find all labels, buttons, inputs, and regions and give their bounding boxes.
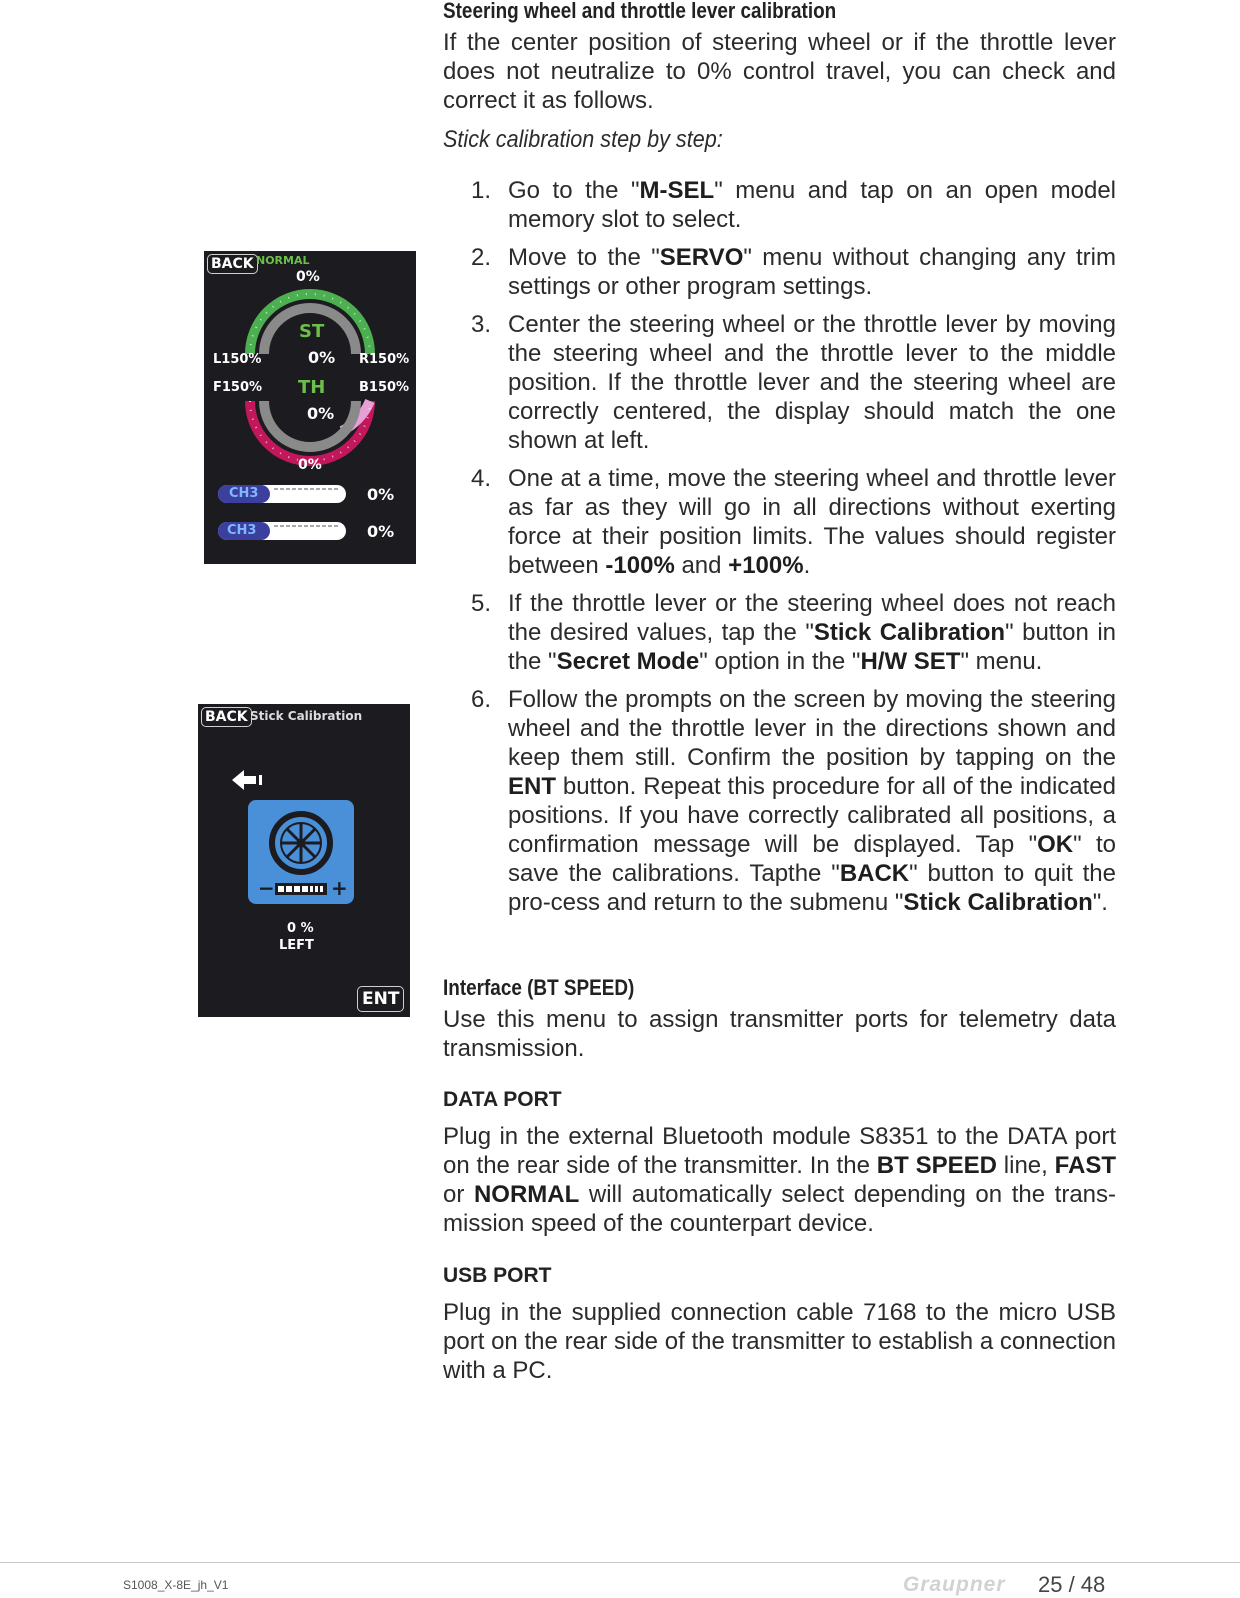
footer-divider [0, 1562, 1240, 1563]
step-item: 1. Go to the "M-SEL" menu and tap on an open model memory slot to select. [471, 177, 1116, 233]
screen-title: Stick Calibration [250, 709, 363, 723]
th-value: 0% [307, 404, 335, 423]
steering-wheel-icon [272, 814, 330, 872]
th-label: TH [298, 377, 326, 398]
section-intro: If the center position of steering wheel or if the throttle lever does not neutralize to 0% control travel, you can check and correct it as follows. [443, 29, 1116, 114]
calibration-direction: LEFT [279, 938, 314, 953]
section-interface [443, 975, 1116, 1385]
step-item: 4. One at a time, move the steering wheel and throttle lever as far as they will go in all directions without exerting force at their position limits. The values should register between -100% and +100%. [471, 465, 1116, 579]
page-number: 25 / 48 [1038, 1572, 1106, 1597]
ch3-label: CH3 [227, 523, 257, 538]
back-button[interactable]: BACK [201, 707, 252, 727]
step-item: 3. Center the steering wheel or the throttle lever by moving the steering wheel and the throttle lever to the middle position. If the throttle lever and the steering wheel are correctly centered, the display should match the one shown at left. [471, 311, 1116, 454]
ch3-label: CH3 [229, 486, 259, 501]
stick-calibration-screenshot [198, 704, 410, 1017]
step-item: 6. Follow the prompts on the screen by moving the steering wheel and the throttle lever in the directions shown and keep them still. Confirm the position by tapping on the ENT button. Repeat this procedure for all of the indicated positions. If you have correctly calibrated all positions, a confirmation message will be displayed. Tap "OK" to save the calibrations. Tapthe "BACK" button to quit the pro-cess and return to the submenu "Stick Calibration". [471, 686, 1116, 916]
st-top-value: 0% [296, 269, 320, 285]
st-label: ST [299, 321, 325, 342]
mode-label: NORMAL [256, 254, 310, 267]
step-item: 2. Move to the "SERVO" menu without changing any trim settings or other program settings. [471, 244, 1116, 300]
forward-limit: F150% [213, 380, 263, 395]
th-bottom-value: 0% [298, 457, 322, 473]
ch3-value: 0% [367, 485, 395, 504]
document-id: S1008_X-8E_jh_V1 [123, 1578, 229, 1592]
steps-list [443, 176, 1116, 917]
section-stick-calibration [443, 0, 1116, 926]
enter-button[interactable]: ENT [357, 986, 404, 1012]
calibration-gauge [275, 883, 327, 895]
plus-icon[interactable]: + [331, 876, 348, 900]
section-intro: Use this menu to assign transmitter ports for telemetry data transmission. [443, 1006, 1116, 1062]
usb-port-text: Plug in the supplied connection cable 7168 to the micro USB port on the rear side of the transmitter to establish a connection with a PC. [443, 1299, 1116, 1384]
back-button[interactable]: BACK [207, 254, 258, 274]
servo-monitor-screenshot [204, 251, 416, 564]
section-title: Steering wheel and throttle lever calibration [443, 0, 837, 23]
brand-logo: Graupner [903, 1573, 1006, 1596]
section-subtitle: Stick calibration step by step: [443, 126, 723, 153]
right-limit: R150% [359, 352, 410, 367]
st-value: 0% [308, 348, 336, 367]
minus-icon[interactable]: − [258, 876, 275, 900]
data-port-heading: DATA PORT [443, 1088, 562, 1111]
brake-limit: B150% [359, 380, 410, 395]
step-item: 5. If the throttle lever or the steering wheel does not reach the desired values, tap the "Stick Calibration" button in the "Secret Mode" option in the "H/W SET" menu. [471, 590, 1116, 675]
calibration-value: 0 % [287, 921, 314, 936]
section-title: Interface (BT SPEED) [443, 975, 635, 1000]
arrow-left-icon [232, 770, 262, 790]
ch3-value: 0% [367, 522, 395, 541]
left-limit: L150% [213, 352, 262, 367]
data-port-text: Plug in the external Bluetooth module S8351 to the DATA port on the rear side of the transmitter. In the BT SPEED line, FAST or NORMAL will automatically select depending on the trans-mission speed of the counterpart device. [443, 1123, 1116, 1237]
usb-port-heading: USB PORT [443, 1264, 552, 1287]
